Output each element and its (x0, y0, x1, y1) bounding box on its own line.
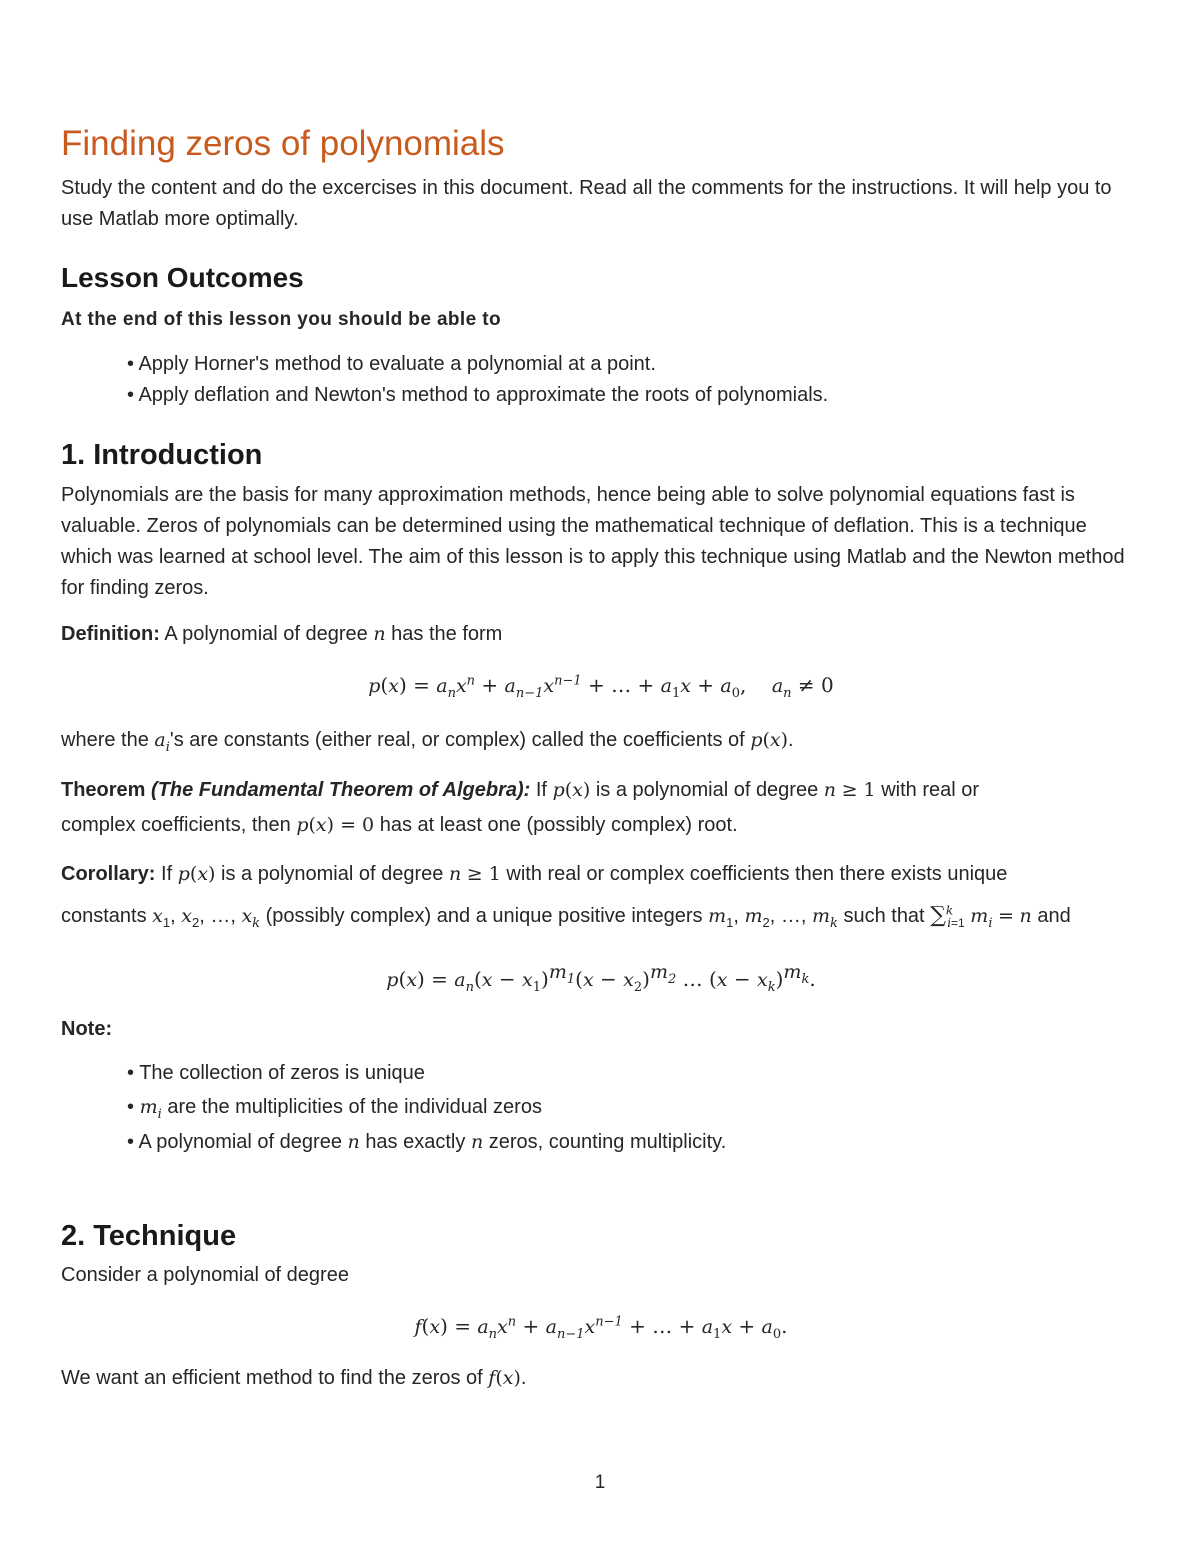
technique-equation: $f(x) = a_nx^n + a_{n-1}x^{n-1}$ + … + $a_1x + a_0$. (414, 1314, 788, 1342)
list-item: • Apply Horner's method to evaluate a polynomial at a point. (127, 353, 656, 375)
list-item: • $m_i$ are the multiplicities of the individual zeros (127, 1096, 542, 1122)
section-heading-introduction: 1. Introduction (61, 439, 263, 471)
where-line: where the $a_i's$ are constants (either real, or complex) called the coefficients of p(x). (61, 729, 794, 755)
page-number: 1 (594, 1472, 606, 1493)
outcomes-heading: Lesson Outcomes (61, 262, 304, 293)
list-item: • Apply deflation and Newton's method to approximate the roots of polynomials. (127, 384, 829, 406)
intro-paragraph: Study the content and do the excercises in this document. Read all the comments for the instructions. It will help you to use Matlab more optimally. (61, 177, 1112, 230)
corollary-line-2: constants $x_1$, $x_2$, …, $x_k$ (possibly complex) and a unique positive integers $m_1$, $m_2$, …, $m_k$ such that ∑$^k_{i=1}$ $m_i = n$ and (61, 903, 1071, 931)
list-item: • The collection of zeros is unique (127, 1062, 425, 1084)
section-heading-technique: 2. Technique (61, 1220, 237, 1252)
outcomes-subheading: At the end of this lesson you should be able to (61, 309, 501, 330)
theorem-line-2: complex coefficients, then p(x) = 0 has at least one (possibly complex) root. (61, 814, 738, 836)
definition-equation: $p(x) = a_nx^n + a_{n-1}x^{n-1}$ + … + $a_1x + a_0$, $a_n \ne 0$ (368, 673, 834, 701)
corollary-line-1: Corollary: If p(x) is a polynomial of degree n ≥ 1 with real or complex coefficients then there exists unique (61, 863, 1008, 885)
corollary-equation: $p(x) = a_n(x - x_1)^{m_1}(x - x_2)^{m_2}$ … $(x - x_k)^{m_k}$. (386, 961, 816, 995)
note-label: Note: (61, 1018, 113, 1040)
theorem-line-1: Theorem (The Fundamental Theorem of Algebra): If p(x) is a polynomial of degree n ≥ 1 with real or (61, 779, 980, 801)
technique-lead: Consider a polynomial of degree (61, 1264, 349, 1286)
introduction-paragraph: Polynomials are the basis for many approximation methods, hence being able to solve polynomial equations fast is valuable. Zeros of polynomials can be determined using the mathematical technique of deflation. This is a technique which was learned at school level. The aim of this lesson is to apply this technique using Matlab and the Newton method for finding zeros. (61, 484, 1125, 599)
technique-goal: We want an efficient method to find the zeros of f(x). (61, 1367, 527, 1389)
definition-line: Definition: A polynomial of degree n has the form (61, 623, 503, 645)
list-item: • A polynomial of degree n has exactly n zeros, counting multiplicity. (127, 1131, 727, 1153)
page-title: Finding zeros of polynomials (61, 124, 505, 163)
